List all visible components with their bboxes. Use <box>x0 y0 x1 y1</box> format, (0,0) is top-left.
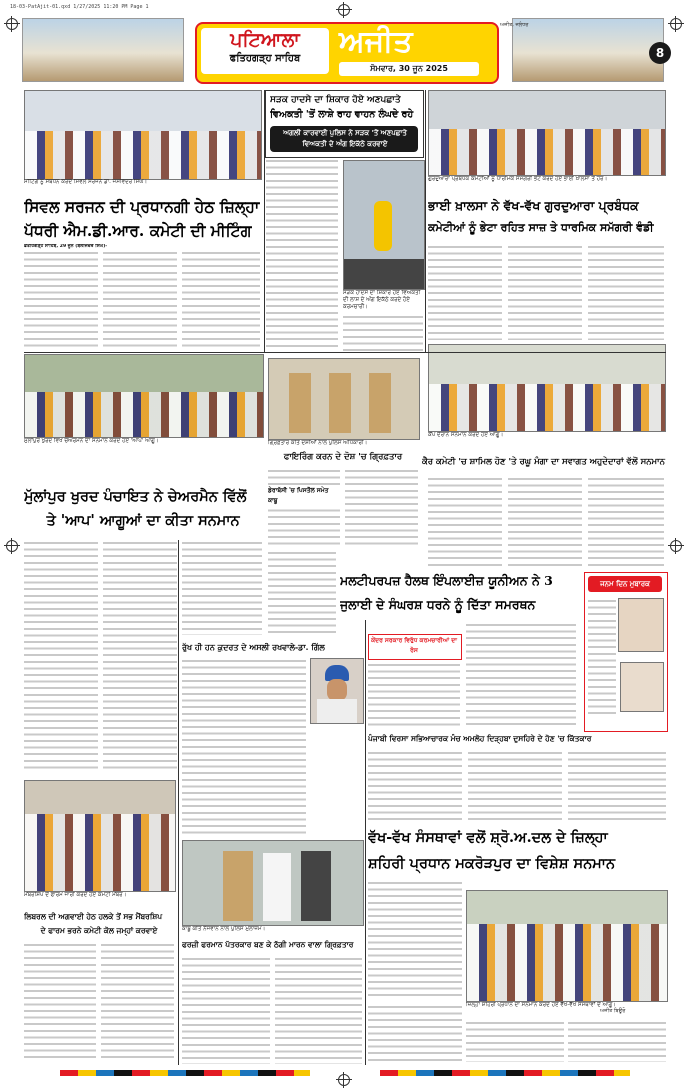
story1-body <box>24 250 98 350</box>
story6-body <box>428 476 502 566</box>
story5-body <box>345 468 418 548</box>
page-number: 8 <box>649 42 671 64</box>
edition-subtitle: ਫਤਿਹਗੜ੍ਹ ਸਾਹਿਬ <box>229 53 301 64</box>
story10-body <box>24 942 96 1062</box>
story6-photo <box>428 344 666 432</box>
story3-body <box>428 244 502 340</box>
masthead-photo-right <box>512 18 664 82</box>
story2-headline: ਵਿਅਕਤੀ 'ਤੋਂ ਲਾਸ਼ੇ ਰਾਹ ਵਾਹਨ ਲੰਘਦੇ ਰਹੇ <box>270 109 414 120</box>
birthday-photo-2 <box>620 662 664 712</box>
story4-body <box>24 540 98 770</box>
story2-subhead: ਅਗਲੀ ਕਾਰਵਾਈ ਪੁਲਿਸ ਨੇ ਸੜਕ 'ਤੋਂ ਅਣਪਛਾਤੇ ਵਿਅਕਤੀ ਦੇ ਅੰਗ ਇਕੱਠੇ ਕਰਵਾਏ <box>283 129 407 148</box>
column-rule <box>425 90 426 352</box>
issue-date: ਸੋਮਵਾਰ, 30 ਜੂਨ 2025 <box>339 62 479 76</box>
story10-headline: ਲਿਬਰਲ ਦੀ ਅਗਵਾਈ ਹੇਠ ਹਲਕੇ ਤੋਂ ਸਭ ਮੈਂਬਰਸ਼ਿਪ <box>24 912 163 921</box>
story8-photo <box>310 658 364 724</box>
color-bar <box>380 1070 630 1076</box>
story7-headline: ਜੁਲਾਈ ਦੇ ਸੰਘਰਸ਼ ਧਰਨੇ ਨੂੰ ਦਿੱਤਾ ਸਮਰਥਨ <box>340 597 536 612</box>
story2-body <box>343 314 423 354</box>
byline: ਅਜੀਤ ਬਿਊਰੋ <box>600 1008 626 1014</box>
column-rule <box>178 540 179 1065</box>
story12-photo <box>466 890 668 1002</box>
column-rule <box>365 620 366 1065</box>
story4-caption: ਮੁੱਲਾਂਪੁਰ ਖੁਰਦ ਵਿਖੇ ਚੇਅਰਮੈਨ ਦਾ ਸਨਮਾਨ ਕਰਦੇ ਹੋਏ 'ਆਪ' ਆਗੂ। <box>24 438 159 444</box>
story2-caption: ਸੜਕ ਹਾਦਸੇ ਦਾ ਸ਼ਿਕਾਰ ਹੋਏ ਵਿਅਕਤੀ ਦੀ ਲਾਸ਼ ਦੇ ਅੰਗ ਇਕੱਠੇ ਕਰਦੇ ਹੋਏ ਕਰਮਚਾਰੀ। <box>343 290 421 310</box>
story1-dateline: ਫ਼ਤਹਿਗੜ੍ਹ ਸਾਹਿਬ, 29 ਜੂਨ (ਬਲਜਿੰਦਰ ਸਿੰਘ)- <box>24 244 108 249</box>
story2-body <box>266 158 338 348</box>
story3-body <box>508 244 582 340</box>
story9-body <box>568 750 666 820</box>
registration-mark <box>338 1074 350 1086</box>
story12-headline: ਸ਼ਹਿਰੀ ਪ੍ਰਧਾਨ ਮਕਰੋੜਪੁਰ ਦਾ ਵਿਸ਼ੇਸ਼ ਸਨਮਾਨ <box>368 855 616 872</box>
edition-box <box>201 28 329 74</box>
story4-photo <box>24 354 264 438</box>
story12-body <box>568 1020 666 1062</box>
story3-body <box>588 244 664 340</box>
story4-headline: ਮੁੱਲਾਂਪੁਰ ਖੁਰਦ ਪੰਚਾਇਤ ਨੇ ਚੇਅਰਮੈਨ ਵਿੱਲੋਂ <box>24 488 247 505</box>
print-slug: 18-03-PatAjit-01.qxd 1/27/2025 11:20 PM Page 1 <box>10 4 149 10</box>
story10-body <box>101 942 174 1062</box>
story6-body <box>508 476 582 566</box>
brand-logo: ਅਜੀਤ <box>339 24 413 59</box>
edition-title: ਪਟਿਆਲਾ <box>230 29 300 51</box>
registration-mark <box>6 18 18 30</box>
story6-body <box>588 476 664 566</box>
story1-headline: ਸਿਵਲ ਸਰਜਨ ਦੀ ਪ੍ਰਧਾਨਗੀ ਹੇਠ ਜ਼ਿਲ੍ਹਾ <box>24 197 260 216</box>
story2-kicker: ਸੜਕ ਹਾਦਸੇ ਦਾ ਸ਼ਿਕਾਰ ਹੋਏ ਅਣਪਛਾਤੇ <box>270 95 401 105</box>
birthday-photo-1 <box>618 598 664 652</box>
story11-caption: ਕਾਬੂ ਕੀਤੇ ਨੌਜਵਾਨ ਨਾਲ ਪੁਲਿਸ ਮੁਲਾਜ਼ਮ। <box>182 926 266 932</box>
story3-caption: ਗੁਰਦੁਆਰਾ ਪ੍ਰਬੰਧਕ ਕਮੇਟੀਆਂ ਨੂੰ ਧਾਰਮਿਕ ਸਮੱਗਰੀ ਭੇਟ ਕਰਦੇ ਹੋਏ ਭਾਈ ਖ਼ਾਲਸਾ ਤੇ ਹੋਰ। <box>428 176 608 182</box>
story12-body <box>466 1020 564 1062</box>
story5-photo <box>268 358 420 440</box>
story10-headline: ਦੇ ਫਾਰਮ ਭਰਨੇ ਕਮੇਟੀ ਕੋਲ ਜਮ੍ਹਾਂ ਕਰਵਾਏ <box>40 926 158 935</box>
story8-headline: ਰੁੱਖ ਹੀ ਹਨ ਕੁਦਰਤ ਦੇ ਅਸਲੀ ਰਖਵਾਲੇ-ਡਾ. ਗਿੱਲ <box>182 642 325 652</box>
story6-headline: ਕੈਰ ਕਮੇਟੀ 'ਚ ਸ਼ਾਮਿਲ ਹੋਣ 'ਤੇ ਰਘੂ ਮੰਗਾ ਦਾ ਸਵਾਗਤ ਅਹੁਦੇਦਾਰਾਂ ਵੱਲੋਂ ਸਨਮਾਨ <box>422 457 665 467</box>
registration-mark <box>338 4 350 16</box>
story11-photo <box>182 840 364 926</box>
story11-headline: ਫਰਜ਼ੀ ਫਰਮਾਨ ਪੱਤਰਕਾਰ ਬਣ ਕੇ ਠੱਗੀ ਮਾਰਨ ਵਾਲਾ ਗ੍ਰਿਫ਼ਤਾਰ <box>182 940 354 949</box>
story12-headline: ਵੱਖ-ਵੱਖ ਸੰਸਥਾਵਾਂ ਵਲੋਂ ਸ਼੍ਰੋ.ਅ.ਦਲ ਦੇ ਜ਼ਿਲ੍ਹਾ <box>368 829 608 846</box>
story5-body <box>268 468 340 548</box>
story5-caption: ਗ੍ਰਿਫ਼ਤਾਰ ਕੀਤੇ ਦੋਸ਼ੀਆਂ ਨਾਲ ਪੁਲਿਸ ਅਧਿਕਾਰੀ। <box>268 440 368 446</box>
registration-mark <box>670 540 682 552</box>
color-bar <box>60 1070 310 1076</box>
story12-body <box>368 880 462 1000</box>
registration-mark <box>6 540 18 552</box>
story7-subhead: ਕੇਂਦਰ ਸਰਕਾਰ ਵਿਰੁੱਧ ਕਰਮਚਾਰੀਆਂ ਦਾ ਰੋਸ <box>371 637 457 654</box>
story5-subhead: ਡੇਰਾਬੱਸੀ 'ਚ ਪਿਸਤੌਲ ਸਮੇਤ ਕਾਬੂ <box>268 486 340 506</box>
story10-photo <box>24 780 176 892</box>
story5-headline: ਫਾਇਰਿੰਗ ਕਰਨ ਦੇ ਦੋਸ਼ 'ਚ ਗ੍ਰਿਫ਼ਤਾਰ <box>283 452 403 462</box>
masthead-photo-left <box>22 18 184 82</box>
story9-body <box>368 750 462 820</box>
story3-headline: ਭਾਈ ਖ਼ਾਲਸਾ ਨੇ ਵੱਖ-ਵੱਖ ਗੁਰਦੁਆਰਾ ਪ੍ਰਬੰਧਕ <box>428 198 639 213</box>
masthead <box>22 16 667 86</box>
birthday-text <box>588 598 616 718</box>
column-rule <box>264 90 265 352</box>
story10-caption: ਮੈਂਬਰਸ਼ਿਪ ਦੇ ਫਾਰਮ ਜਾਰੀ ਕਰਦੇ ਹੋਏ ਕਮੇਟੀ ਮੈਂਬਰ। <box>24 892 127 898</box>
story1-photo <box>24 90 262 180</box>
story1-headline: ਪੱਧਰੀ ਐਮ.ਡੀ.ਆਰ. ਕਮੇਟੀ ਦੀ ਮੀਟਿੰਗ <box>24 221 252 240</box>
birthday-badge: ਜਨਮ ਦਿਨ ਮੁਬਾਰਕ <box>588 576 662 592</box>
story7-headline: ਮਲਟੀਪਰਪਜ਼ ਹੈਲਥ ਇੰਪਲਾਈਜ਼ ਯੂਨੀਅਨ ਨੇ 3 <box>340 573 553 588</box>
story9-headline: ਪੰਜਾਬੀ ਵਿਰਸਾ ਸਭਿਆਚਾਰਕ ਮੰਚ ਅਮਲੋਹ ਦਿੜ੍ਹਬਾ ਦੁਸਹਿਰੇ ਦੇ ਹੋਣ 'ਚ ਕਿੱਤਕਾਰ <box>368 734 592 743</box>
story4-body <box>182 540 262 635</box>
story4-body <box>103 540 177 770</box>
story7-body <box>368 662 460 728</box>
story1-caption: ਮੀਟਿੰਗ ਨੂੰ ਸੰਬੋਧਨ ਕਰਦੇ ਸਿਵਲ ਸਰਜਨ ਡਾ. ਜਸਵਿੰਦਰ ਸਿੰਘ। <box>24 179 148 185</box>
story9-body <box>468 750 562 820</box>
story3-headline: ਕਮੇਟੀਆਂ ਨੂੰ ਭੇਟਾ ਰਹਿਤ ਸਾਜ਼ ਤੇ ਧਾਰਮਿਕ ਸਮੱਗਰੀ ਵੰਡੀ <box>428 221 654 234</box>
story8-body <box>182 658 306 838</box>
story1-body <box>182 250 260 350</box>
story2-photo <box>343 160 425 290</box>
registration-mark <box>670 18 682 30</box>
story6-caption: ਕੈਂਪ ਦੌਰਾਨ ਸਨਮਾਨ ਕਰਦੇ ਹੋਏ ਆਗੂ। <box>428 432 504 438</box>
story11-body <box>275 956 362 1064</box>
story1-body <box>103 250 177 350</box>
story7-body <box>466 622 576 728</box>
story3-photo <box>428 90 666 176</box>
story7-body <box>268 550 336 635</box>
story12-caption: ਜ਼ਿਲ੍ਹਾ ਸ਼ਹਿਰੀ ਪ੍ਰਧਾਨ ਦਾ ਸਨਮਾਨ ਕਰਦੇ ਹੋਏ ਵੱਖ-ਵੱਖ ਸੰਸਥਾਵਾਂ ਦੇ ਆਗੂ। <box>466 1002 616 1008</box>
masthead-side-label: ਅਜੀਤ, ਜਲੰਧਰ <box>500 22 529 28</box>
section-rule <box>24 352 666 353</box>
story11-body <box>182 956 270 1064</box>
story4-headline: ਤੇ 'ਆਪ' ਆਗੂਆਂ ਦਾ ਕੀਤਾ ਸਨਮਾਨ <box>46 512 240 529</box>
story12-body <box>368 1004 462 1062</box>
